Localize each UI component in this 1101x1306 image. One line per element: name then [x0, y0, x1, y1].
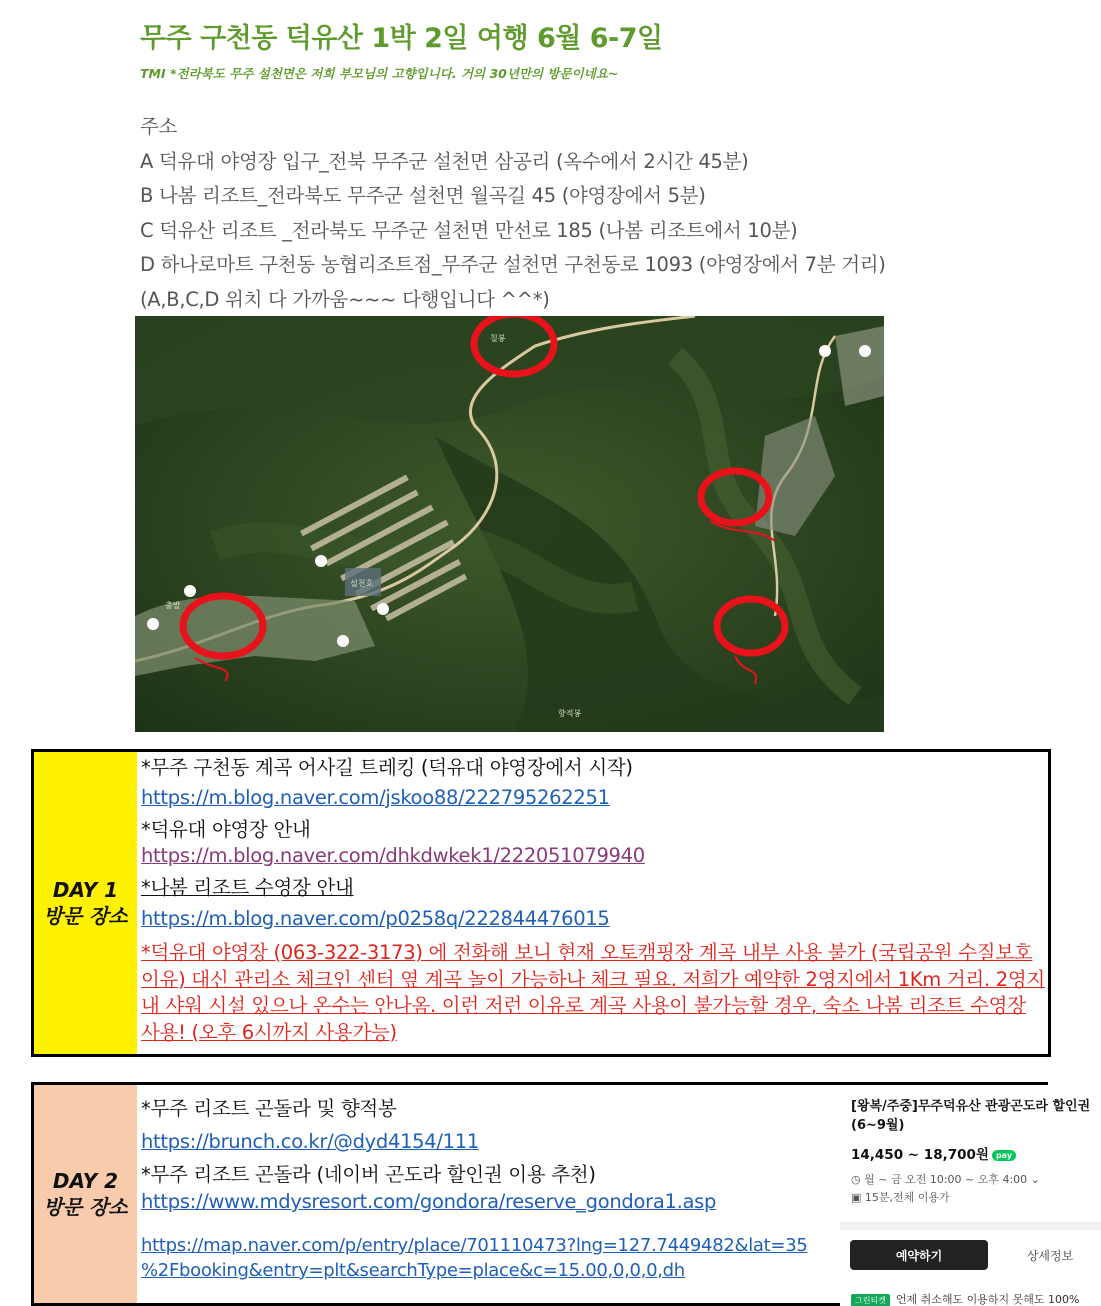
booking-card — [840, 1085, 1101, 1306]
day1-table — [31, 749, 1051, 1057]
address-line-d: D 하나로마트 구천동 농협리조트점_무주군 설천면 구천동로 1093 (야영장에서 7분 거리) — [140, 253, 886, 277]
day1-warning-note: *덕유대 야영장 (063-322-3173) 에 전화해 보니 현재 오토캠핑장 계곡 내부 사용 불가 (국립공원 수질보호 이유) 대신 관리소 체크인 센터 옆 계곡 놀이 가능하나 체크 필요. 저희가 예약한 2영지에서 1Km 거리. 2영지 내 샤워 시설 있으나 온수는 안나옴. 이런 저런 이유로 계곡 사용이 불가능할 경우, 숙소 나봄 리조트 수영장 사용! (오후 6시까지 사용가능) — [141, 941, 1045, 1044]
npay-badge: pay — [992, 1150, 1016, 1161]
address-line-a: A 덕유대 야영장 입구_전북 무주군 설천면 삼공리 (옥수에서 2시간 45분) — [140, 149, 749, 173]
day1-label: DAY 1 — [52, 878, 119, 902]
booking-hours-text: 월 ~ 금 오전 10:00 ~ 오후 4:00 — [864, 1173, 1028, 1186]
day1-content — [141, 752, 1048, 1054]
booking-price-value: 14,450 ~ 18,700원 — [851, 1147, 989, 1163]
day1-link-campsite[interactable]: https://m.blog.naver.com/dhkdwkek1/222051079940 — [141, 844, 645, 867]
chevron-down-icon: ⌄ — [1027, 1173, 1040, 1186]
day2-label: DAY 2 — [52, 1169, 119, 1193]
reserve-button[interactable]: 예약하기 — [850, 1240, 988, 1270]
day2-link-naver-map[interactable]: https://map.naver.com/p/entry/place/701110473?lng=127.7449482&lat=35 — [141, 1235, 808, 1256]
day2-link-naver-map-cont[interactable]: %2Fbooking&entry=plt&searchType=place&c=15.00,0,0,0,dh — [141, 1260, 685, 1281]
booking-divider — [840, 1222, 1101, 1230]
green-ticket-badge: 그린티켓 — [851, 1294, 890, 1306]
clock-icon: ◷ — [851, 1173, 865, 1186]
day2-sublabel: 방문 장소 — [43, 1195, 128, 1219]
map-label-seolcheonho: 설천호 — [350, 579, 374, 588]
map-label-hyangjeokbong: 향적봉 — [558, 709, 582, 718]
booking-footer — [851, 1291, 1080, 1306]
tmi-note: TMI *전라북도 무주 설천면은 저희 부모님의 고향입니다. 거의 30년만의 방문이네요~ — [140, 66, 619, 81]
day2-link-brunch[interactable]: https://brunch.co.kr/@dyd4154/111 — [141, 1130, 479, 1153]
address-heading: 주소 — [140, 115, 178, 138]
day1-sublabel: 방문 장소 — [43, 904, 128, 928]
day2-link-resort[interactable]: https://www.mdysresort.com/gondora/reserve_gondora1.asp — [141, 1190, 717, 1213]
day2-label-cell — [34, 1085, 137, 1303]
booking-duration — [851, 1189, 950, 1205]
booking-price — [851, 1143, 1016, 1163]
address-line-b: B 나봄 리조트_전라북도 무주군 설천면 월곡길 45 (야영장에서 5분) — [140, 184, 706, 208]
page-title: 무주 구천동 덕유산 1박 2일 여행 6월 6-7일 — [140, 23, 663, 54]
address-note: (A,B,C,D 위치 다 가까움~~~ 다행입니다 ^^*) — [140, 287, 550, 311]
day2-item-gondola-discount: *무주 리조트 곤돌라 (네이버 곤도라 할인권 이용 추천) — [141, 1163, 596, 1186]
day1-item-pool: *나봄 리조트 수영장 안내 — [141, 876, 354, 899]
day1-item-campsite: *덕유대 야영장 안내 — [141, 818, 311, 841]
booking-footer-text: 언제 취소해도 이용하지 못해도 100% — [895, 1293, 1080, 1306]
address-section — [140, 110, 886, 318]
map-label-start: 출발 — [165, 601, 181, 610]
booking-duration-text: 15분,전체 이용가 — [864, 1191, 950, 1204]
day1-item-trekking: *무주 구천동 계곡 어사길 트레킹 (덕유대 야영장에서 시작) — [141, 756, 633, 779]
detail-tab[interactable]: 상세정보 — [1026, 1248, 1074, 1263]
info-icon: ▣ — [851, 1191, 865, 1204]
satellite-map — [135, 316, 884, 732]
day2-item-gondola: *무주 리조트 곤돌라 및 향적봉 — [141, 1097, 397, 1120]
address-line-c: C 덕유산 리조트 _전라북도 무주군 설천면 만선로 185 (나봄 리조트에서 10분) — [140, 218, 798, 242]
booking-title[interactable]: [왕복/주중]무주덕유산 관광곤도라 할인권(6~9월) — [851, 1099, 1091, 1133]
map-label-chilbong: 칠봉 — [490, 334, 506, 343]
booking-hours[interactable] — [851, 1171, 1040, 1187]
map-image — [135, 316, 884, 732]
day1-link-trekking[interactable]: https://m.blog.naver.com/jskoo88/222795262251 — [141, 786, 610, 809]
day1-label-cell — [34, 752, 137, 1054]
day1-link-pool[interactable]: https://m.blog.naver.com/p0258q/222844476015 — [141, 907, 610, 930]
